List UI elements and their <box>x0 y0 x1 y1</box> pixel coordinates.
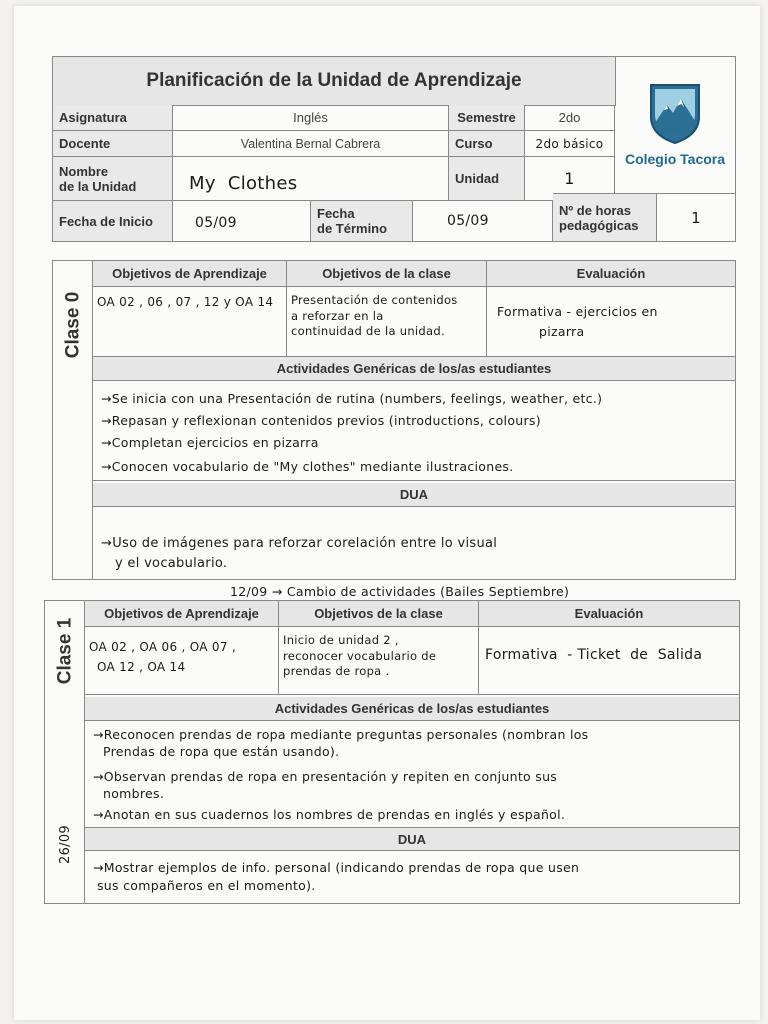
docente-label: Docente <box>53 131 173 157</box>
list-item: nombres. <box>103 785 165 801</box>
text-line: reconocer vocabulario de <box>283 648 437 663</box>
clase-0-side <box>53 261 93 579</box>
clase-0-label: Clase 0 <box>62 291 84 359</box>
text-line: OA 12 , OA 14 <box>97 659 186 674</box>
clase-1-content-row <box>85 627 739 695</box>
clase-0-content-row <box>93 287 735 357</box>
date-change-note: 12/09 → Cambio de actividades (Bailes Septiembre) <box>230 584 570 599</box>
clase-1-objetivo <box>279 627 479 694</box>
list-item: Prendas de ropa que están usando). <box>103 743 340 759</box>
text-line: prendas de ropa . <box>283 664 390 679</box>
list-item: →Completan ejercicios en pizarra <box>101 434 319 450</box>
asignatura-value: Inglés <box>173 105 449 131</box>
text-line: y el vocabulario. <box>115 556 228 572</box>
text-line: a reforzar en la <box>291 308 384 323</box>
oa-header: Objetivos de Aprendizaje <box>93 261 287 287</box>
text-line: →Uso de imágenes para reforzar corelación entre lo visual <box>101 536 498 551</box>
clase-1-dua <box>85 851 739 903</box>
clase-0-header-row <box>93 261 735 287</box>
clase-1-block <box>44 600 740 904</box>
curso-label: Curso <box>449 131 525 157</box>
semestre-label: Semestre <box>449 105 525 131</box>
fecha-termino-label: Fecha de Término <box>311 201 413 241</box>
docente-value: Valentina Bernal Cabrera <box>173 131 449 157</box>
clase-1-actividades-header: Actividades Genéricas de los/as estudiantes <box>85 697 739 721</box>
clase-1-evaluacion: Formativa - Ticket de Salida <box>485 647 703 663</box>
semestre-value: 2do <box>525 105 615 131</box>
school-logo <box>615 57 735 193</box>
clase-0-oa: OA 02 , 06 , 07 , 12 y OA 14 <box>93 287 287 356</box>
asignatura-label: Asignatura <box>53 105 173 131</box>
clase-0-dua-header: DUA <box>93 483 735 507</box>
nombre-unidad-value: My Clothes <box>173 157 449 201</box>
clase-1-actividades <box>85 721 739 825</box>
objetivos-clase-header: Objetivos de la clase <box>279 601 479 627</box>
unidad-value: 1 <box>525 157 615 201</box>
text-line: OA 02 , OA 06 , OA 07 , <box>89 640 236 654</box>
fecha-inicio-value: 05/09 <box>173 201 311 241</box>
horas-label: Nº de horas pedagógicas <box>553 193 657 241</box>
page-title: Planificación de la Unidad de Aprendizaje <box>53 57 616 106</box>
text-line: →Mostrar ejemplos de info. personal (indicando prendas de ropa que usen <box>93 860 580 875</box>
clase-0-actividades-header: Actividades Genéricas de los/as estudiantes <box>93 357 735 381</box>
objetivos-clase-header: Objetivos de la clase <box>287 261 487 287</box>
list-item: →Reconocen prendas de ropa mediante preguntas personales (nombran los <box>93 727 589 742</box>
text-line: Presentación de contenidos <box>291 293 458 307</box>
text-line: Inicio de unidad 2 , <box>283 633 399 647</box>
oa-header: Objetivos de Aprendizaje <box>85 601 279 627</box>
evaluacion-header: Evaluación <box>487 261 735 287</box>
nombre-unidad-label: Nombre de la Unidad <box>53 157 173 201</box>
unit-header-table <box>52 56 736 242</box>
clase-0-dua <box>93 507 735 579</box>
clase-1-header-row <box>85 601 739 627</box>
list-item: →Anotan en sus cuadernos los nombres de prendas en inglés y español. <box>93 806 566 822</box>
school-name: Colegio Tacora <box>624 151 726 167</box>
clase-0-objetivo <box>287 287 487 356</box>
list-item: →Conocen vocabulario de "My clothes" mediante ilustraciones. <box>101 458 514 474</box>
clase-0-evaluacion <box>487 287 735 356</box>
clase-1-label: Clase 1 <box>54 617 76 685</box>
clase-1-dua-header: DUA <box>85 827 739 851</box>
clase-1-oa <box>85 627 279 694</box>
text-line: continuidad de la unidad. <box>291 324 445 339</box>
clase-1-date: 26/09 <box>57 824 73 864</box>
text-line: Formativa - ejercicios en <box>497 304 658 319</box>
clase-0-block <box>52 260 736 580</box>
clase-0-actividades <box>93 381 735 481</box>
text-line: sus compañeros en el momento). <box>97 878 316 894</box>
fecha-inicio-label: Fecha de Inicio <box>53 201 173 241</box>
text-line: pizarra <box>539 323 585 339</box>
list-item: →Observan prendas de ropa en presentación y repiten en conjunto sus <box>93 768 558 784</box>
list-item: →Repasan y reflexionan contenidos previos (introductions, colours) <box>101 412 541 428</box>
mountain-shield-icon <box>649 83 701 145</box>
fecha-termino-value: 05/09 <box>413 201 553 241</box>
list-item: →Se inicia con una Presentación de rutina (numbers, feelings, weather, etc.) <box>101 391 603 406</box>
curso-value: 2do básico <box>525 131 615 157</box>
unidad-label: Unidad <box>449 157 525 201</box>
clase-1-side <box>45 601 85 903</box>
horas-value: 1 <box>657 193 735 241</box>
evaluacion-header: Evaluación <box>479 601 739 627</box>
